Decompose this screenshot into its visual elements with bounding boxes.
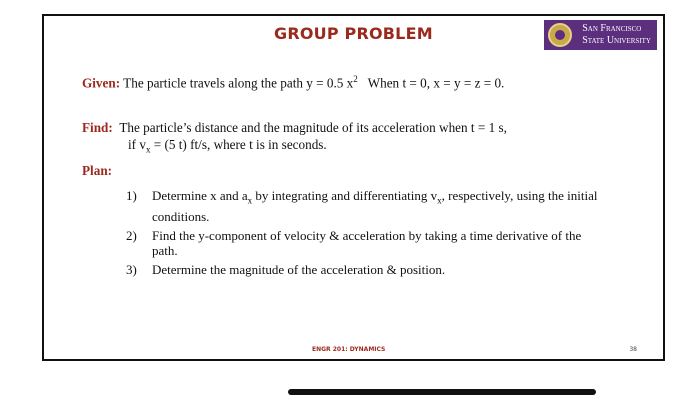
plan-label: Plan: [82, 163, 113, 178]
given-exponent: 2 [353, 74, 358, 84]
plan-item: 3) Determine the magnitude of the acceleration & position. [126, 261, 446, 277]
given-initial-conditions: When t = 0, x = y = z = 0. [367, 75, 505, 91]
slide [42, 14, 665, 361]
find-label: Find: [82, 120, 113, 135]
logo-line-1: San Francisco [582, 23, 642, 34]
university-logo [544, 20, 657, 50]
plan-list [126, 188, 606, 281]
find-line-2: if $v_x = (5$ t) ft/s, where t is in seconds. [128, 137, 327, 155]
find-text-1: The particle’s distance and the magnitude of its acceleration when t = 1 s, [119, 120, 507, 135]
find-line-1 [82, 120, 507, 136]
plan-item: 1) Determine x and $a_x$ by integrating and differentiating $v_x$, respectively, using the initial conditions. [126, 188, 598, 224]
university-seal-icon [544, 20, 576, 50]
logo-line-2: State University [582, 35, 651, 46]
given-line [82, 74, 504, 91]
page-number: 38 [629, 346, 637, 353]
given-text: The particle travels along the path y = 0.5 x [123, 75, 354, 91]
plan-item: 2) Find the y-component of velocity & acceleration by taking a time derivative of the path. [126, 227, 582, 258]
course-footer: ENGR 201: DYNAMICS [312, 346, 386, 353]
slide-title: GROUP PROBLEM [274, 24, 433, 43]
given-label: Given: [82, 75, 121, 91]
home-indicator[interactable] [288, 389, 596, 395]
plan-line [82, 163, 112, 179]
